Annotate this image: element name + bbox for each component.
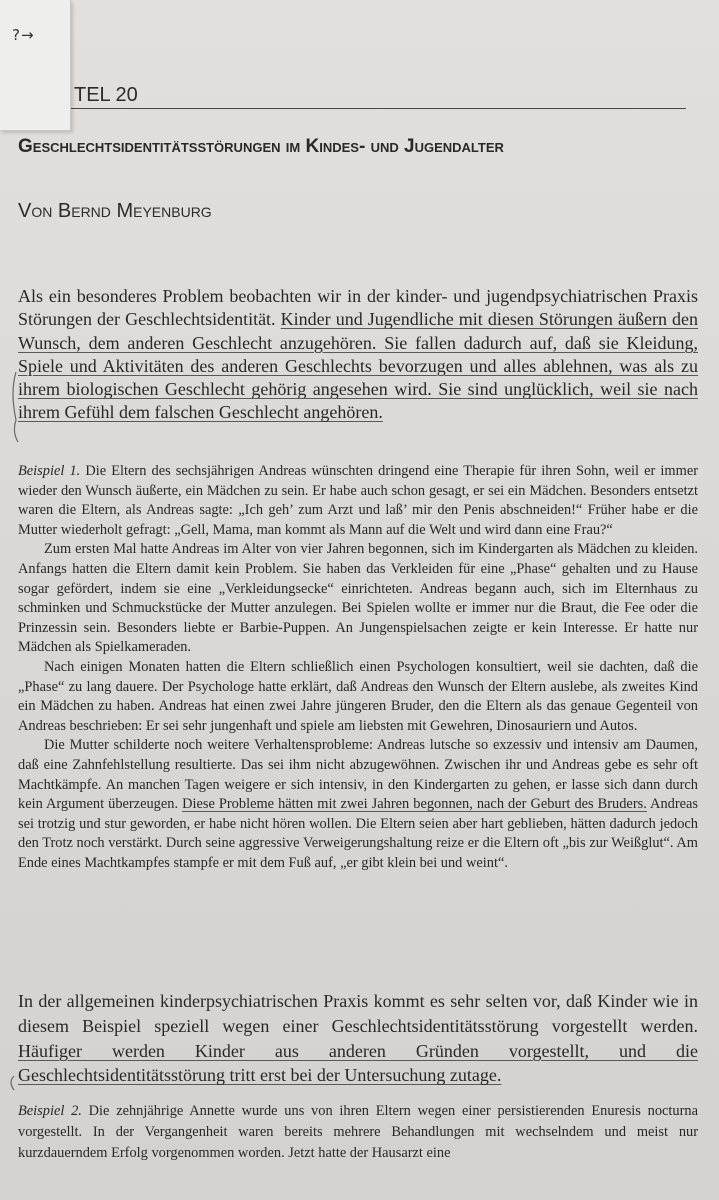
sticky-note-text: ?→ [12, 26, 35, 44]
example-1-underlined-text: Diese Probleme hätten mit zwei Jahren begonnen, nach der Geburt des Bruders. [182, 796, 647, 813]
example-2-label: Beispiel 2. [18, 1103, 82, 1119]
chapter-heading: TEL 20 [74, 84, 138, 106]
chapter-rule [18, 108, 686, 109]
sticky-note [0, 0, 71, 131]
summary-underlined-text: Häufiger werden Kinder aus anderen Gründen vorgestellt, und die Geschlechtsidentitätsstörung tritt erst bei der Untersuchung zutage. [18, 1040, 698, 1086]
example-2-text: Die zehnjährige Annette wurde uns von ihren Eltern wegen einer persistierenden Enuresis nocturna vorgestellt. In der Vergangenheit waren bereits mehrere Behandlungen mit wechselndem und meist nur kurzdauerndem Erfolg vorgenommen worden. Jetzt hatte der Hausarzt eine [18, 1103, 698, 1161]
summary-text: In der allgemeinen kinderpsychiatrischen Praxis kommt es sehr selten vor, daß Kinder wie in diesem Beispiel speziell wegen einer Geschlechtsidentitätsstörung vorgestellt werden. [18, 991, 698, 1036]
author-line: Von Bernd Meyenburg [18, 200, 212, 222]
chapter-title: Geschlechtsidentitätsstörungen im Kindes- und Jugendalter [18, 136, 504, 157]
example-1-para-1 [18, 462, 698, 540]
example-1 [18, 462, 698, 873]
example-1-para-4-end: Andreas sei trotzig und stur geworden, er habe nicht hören wollen. Die Eltern seien aber hart geblieben, hätten dadurch jedoch den Trotz noch verstärkt. Durch seine aggressive Verweigerungshaltung reize er die Eltern oft „bis zur Weißglut“. Am Ende eines Machtkampfes stampfe er mit dem Fuß auf, „er gibt klein bei und weint“. [18, 796, 698, 871]
example-1-text: Die Eltern des sechsjährigen Andreas wünschten dringend eine Therapie für ihren Sohn, weil er immer wieder den Wunsch äußerte, ein Mädchen zu sein. Er habe auch schon gesagt, er sei ein Mädchen. Besonders entsetzt waren die Eltern, als Andreas sagte: „Ich geh’ zum Arzt und laß’ mir den Penis abschneiden!“ Früher habe er die Mutter wiederholt gefragt: „Gell, Mama, man kommt als Mann auf die Welt und wird dann eine Frau?“ [18, 463, 698, 538]
lead-paragraph [18, 285, 698, 425]
example-1-para-4-start: Die Mutter schilderte noch weitere Verhaltensprobleme: Andreas lutsche so exzessiv und intensiv am Daumen, daß eine Zahnfehlstellung resultierte. Das sei ihm nicht abzugewöhnen. Zwischen ihr und Andreas gebe es sehr oft Machtkämpfe. An manchen Tagen weigere er sich intensiv, in den Kindergarten zu gehen, er lasse sich dann durch kein Argument überzeugen. [18, 737, 698, 813]
example-1-para-2: Zum ersten Mal hatte Andreas im Alter von vier Jahren begonnen, sich im Kindergarten als Mädchen zu kleiden. Anfangs hatten die Eltern damit kein Problem. Sie haben das Verkleiden für eine „Phase“ gehalten und zu Hause sogar gefördert, indem sie eine „Verkleidungsecke“ einrichteten. Andreas begann auch, sich im Elternhaus zu schminken und Schmuckstücke der Mutter anzulegen. Bei Spielen wollte er immer nur die Braut, die Fee oder die Prinzessin sein. Besonders liebte er Barbie-Puppen. An Jungenspielsachen zeigte er kein Interesse. Er hatte nur Mädchen als Spielkameraden. [18, 541, 698, 656]
lead-underlined-text: Kinder und Jugendliche mit diesen Störungen äußern den Wunsch, dem anderen Geschlecht anzugehören. Sie fallen dadurch auf, daß sie Kleidung, Spiele und Aktivitäten des anderen Geschlechts bevorzugen und alles ablehnen, was als zu ihrem biologischen Geschlecht gehörig angesehen wird. Sie sind unglücklich, weil sie nach ihrem Gefühl dem falschen Geschlecht angehören. [18, 309, 699, 423]
summary-paragraph [18, 989, 698, 1088]
example-1-para-3: Nach einigen Monaten hatten die Eltern schließlich einen Psychologen konsultiert, weil sie dachten, daß die „Phase“ zu lang dauere. Der Psychologe hatte erklärt, daß Andreas den Wunsch der Eltern auslebe, als zweites Kind ein Mädchen zu haben. Andreas hat einen zwei Jahre jüngeren Bruder, den die Eltern als das genaue Gegenteil von Andreas beschrieben: Er sei sehr jungenhaft und spiele am liebsten mit Gewehren, Dinosauriern und Autos. [18, 658, 698, 734]
example-2 [18, 1101, 698, 1164]
pencil-bracket-summary [11, 1076, 14, 1090]
example-1-label: Beispiel 1. [18, 463, 81, 479]
lead-text: Als ein besonderes Problem beobachten wir in der kinder- und jugendpsychiatrischen Praxis Störungen der Geschlechtsidentität. [18, 286, 698, 330]
example-1-para-4 [18, 736, 698, 873]
